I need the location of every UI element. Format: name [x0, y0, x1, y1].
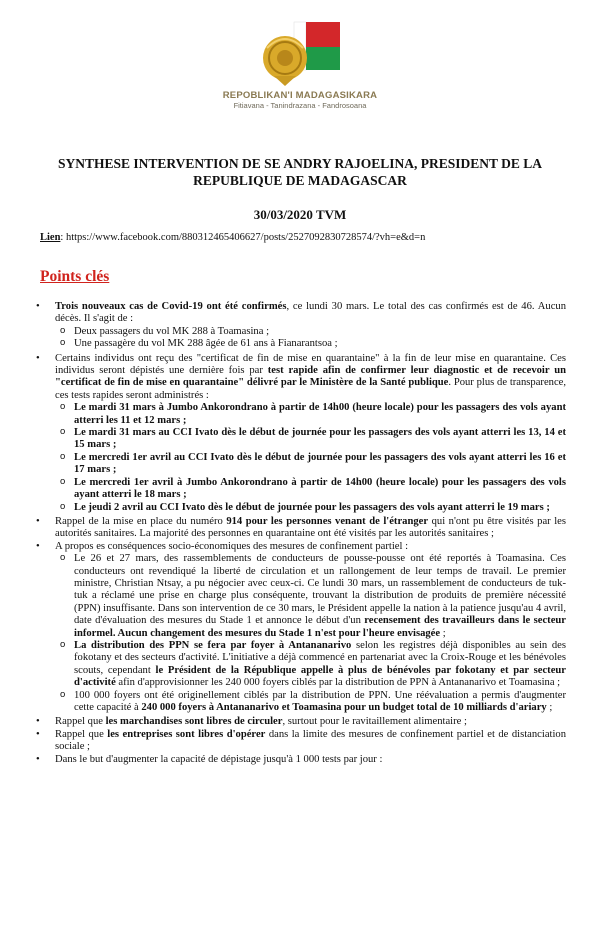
body-text: , ce lundi 30 mars. Le total des cas confirmés est de 46. Aucun décès. Il s'agit de : [55, 301, 566, 325]
bold-text: le Président de la République appelle à plus de bénévoles par fokotany et par secteur d'activité [74, 664, 566, 689]
sub-list-item [36, 502, 566, 514]
link-label: Lien [40, 232, 61, 243]
body-text: Rappel que [55, 728, 108, 740]
sub-list-item: o Une passagère du vol MK 288 âgée de 61 ans à Fianarantsoa ; [36, 338, 566, 350]
bold-text: test rapide afin de confirmer leur diagnostic et de recevoir un "certificat de fin de mise en quarantaine" délivré par le Ministère de la Santé publique [55, 365, 566, 389]
bold-text: recensement des travailleurs dans le secteur informel. Aucun changement des mesures du Stade 1 n'est pour l'heure envisagée [74, 615, 566, 639]
list-item [36, 301, 566, 326]
body-text: Le 26 et 27 mars, des rassemblements de conducteurs de pousse-pousse ont été reportés à Toamasina. Ces conducteurs ont revendiqué la liberté de circulation et un rallongement de leur temps de travail. Le premier ministre, Christian Ntsay, a pu négocier avec ceux-ci. Ce lundi 30 mars, un rassemblement de conducteurs de tuk-tuk a réclamé une prise en charge plus conséquente, trouvant la distribution de produits de première nécessité (PPN) insuffisante. Dans son intervention de ce 30 mars, le Président appelle la nation à la patience jusqu'au 4 avril, date d'évaluation des mesures du Stade 1 et annonce le début d'un [74, 553, 566, 627]
document-date: 30/03/2020 TVM [253, 207, 347, 222]
body-text: qui n'ont pu être visités par les autorités sanitaires. La majorité des personnes en quarantaine ont été visités par les autorités sanitaires ; [55, 515, 566, 540]
document-title [30, 155, 570, 189]
source-link[interactable] [40, 232, 425, 243]
body-text: ; [440, 627, 446, 639]
sub-list-item [36, 452, 566, 477]
sub-list-item: o Deux passagers du vol MK 288 à Toamasina ; [36, 326, 566, 338]
sub-list-item [36, 402, 566, 427]
body-text: selon les registres déjà disponibles au sein des fokotany et des secteurs d'activité. L'initiative a déjà commencé en partenariat avec la Croix-Rouge et les bénévoles scouts, cependant [74, 639, 566, 676]
body-text: . Pour plus de transparence, ces tests rapides seront administrés : [55, 377, 566, 401]
body-text: afin d'approvisionner les 240 000 foyers ciblés par la distribution de PPN à Antananarivo et Toamasina ; [115, 677, 561, 689]
link-url[interactable]: : https://www.facebook.com/880312465406627/posts/2527092830728574/?vh=e&d=n [60, 232, 426, 243]
section-heading: Points clés [40, 268, 110, 285]
body-text: dans la limite des mesures de confinement partiel et de distanciation sociale ; [55, 728, 566, 753]
body-text: ; [546, 702, 553, 713]
sub-list-item [36, 477, 566, 502]
sub-list-item [36, 640, 566, 690]
bold-text: les entreprises sont libres d'opérer [107, 728, 266, 740]
bold-text: Le mercredi 1er avril à Jumbo Ankorondrano à partir de 14h00 (heure locale) pour les passagers des vols ayant atterri le 18 mars ; [74, 476, 566, 501]
list-item [36, 729, 566, 754]
list-item [36, 516, 566, 541]
bold-text: Trois nouveaux cas de Covid-19 ont été confirmés [55, 301, 287, 312]
bold-text: 240 000 foyers à Antananarivo et Toamasina pour un budget total de 10 milliards d'ariary [141, 702, 547, 713]
bold-text: Le mardi 31 mars au CCI Ivato dès le début de journée pour les passagers des vols ayant atterri les 13, 14 et 15 mars ; [74, 427, 566, 451]
key-points-list [36, 301, 566, 766]
title-line-1: SYNTHESE INTERVENTION DE SE ANDRY RAJOELINA, PRESIDENT DE LA [57, 156, 543, 171]
body-text: 100 000 foyers ont été originellement ciblés par la distribution de PPN. Une réévaluation a permis d'augmenter cette capacité à [74, 689, 566, 713]
bold-text: 914 pour les personnes venant de l'étranger [226, 515, 429, 527]
sub-list-item [36, 553, 566, 640]
header-logo [0, 18, 600, 110]
bold-text: Le mercredi 1er avril au CCI Ivato dès le début de journée pour les passagers des vols ayant atterri les 16 et 17 mars ; [74, 451, 566, 476]
sub-list-item [36, 427, 566, 452]
list-item [36, 716, 566, 728]
body-text: Rappel de la mise en place du numéro [55, 515, 227, 527]
body-text: Rappel que [55, 716, 106, 728]
body-text: , surtout pour le ravitaillement alimentaire ; [282, 716, 467, 728]
body-text: Certains individus ont reçu des "certificat de fin de mise en quarantaine" à la fin de leur mise en quarantaine. Ces individus seront dépistés une dernière fois par [55, 352, 566, 377]
bold-text: les marchandises sont libres de circuler [105, 716, 283, 728]
bold-text: Le mardi 31 mars à Jumbo Ankorondrano à partir de 14h00 (heure locale) pour les passagers des vols ayant atterri les 11 et 12 mars ; [74, 402, 566, 426]
list-item: • A propos es conséquences socio-économiques des mesures de confinement partiel : [36, 541, 566, 553]
sub-list-item [36, 690, 566, 715]
list-item [36, 353, 566, 403]
logo-name: REPOBLIKAN'I MADAGASIKARA [222, 90, 378, 101]
bold-text: La distribution des PPN se fera par foyer à Antananarivo [74, 639, 352, 651]
list-item: • Dans le but d'augmenter la capacité de dépistage jusqu'à 1 000 tests par jour : [36, 754, 566, 766]
title-line-2: REPUBLIQUE DE MADAGASCAR [193, 173, 407, 188]
logo-motto: Fitiavana - Tanindrazana - Fandrosoana [233, 101, 367, 110]
bold-text: Le jeudi 2 avril au CCI Ivato dès le début de journée pour les passagers des vols ayant atterri le 19 mars ; [74, 501, 550, 513]
republic-seal-flag-icon [252, 18, 348, 90]
